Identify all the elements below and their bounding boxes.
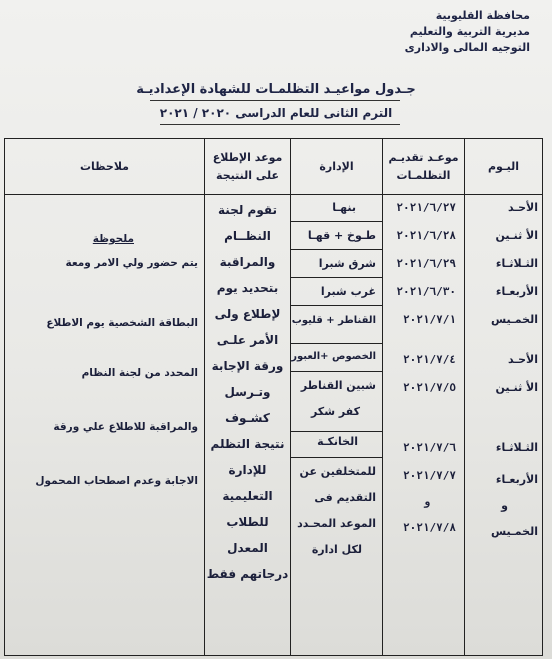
day-cell: الأحـد [507, 353, 538, 366]
row-divider [291, 249, 382, 250]
administration-cell: بنهـا [332, 201, 356, 214]
administration-cell: الخصوص +العبور [291, 351, 376, 362]
administration-cell: شرق شبرا [318, 257, 376, 270]
date-cell: ٢٠٢١/٧/٤ [403, 353, 456, 366]
note-line: الاجابة وعدم اصطحاب المحمول [35, 475, 198, 487]
header-day: اليـوم [465, 139, 543, 195]
header-administration: الإدارة [291, 139, 383, 195]
day-cell: الأ ثنـين [495, 229, 538, 242]
result-line: للطلاب المعدل [226, 515, 269, 555]
date-cell: ٢٠٢١/٧/٧ [403, 469, 456, 482]
notes-column [5, 195, 205, 656]
date-cell: ٢٠٢١/٦/٢٨ [396, 229, 456, 242]
day-cell: الأ ثنـين [495, 381, 538, 394]
result-line: لإطلاع ولى [214, 307, 281, 321]
row-divider [291, 221, 382, 222]
date-cell: ٢٠٢١/٧/٦ [403, 441, 456, 454]
administration-cell: الخانكـة [317, 435, 358, 448]
date-column [383, 195, 465, 656]
administration-cell: الموعد المحـدد [297, 517, 376, 530]
department-name: التوجيه المالى والادارى [404, 41, 530, 54]
result-line: وتـرسل [224, 385, 271, 399]
date-cell: ٢٠٢١/٦/٢٩ [396, 257, 456, 270]
result-viewing-column [205, 195, 291, 656]
row-divider [291, 431, 382, 432]
administration-cell: كفر شكر [310, 405, 360, 418]
date-cell: ٢٠٢١/٧/١ [403, 313, 456, 326]
schedule-table [4, 138, 543, 656]
note-line: المحدد من لجنة النظام [81, 367, 198, 379]
administration-cell: طـوخ + قهـا [307, 229, 376, 242]
date-cell: و [423, 495, 430, 508]
note-line: والمراقبة للاطلاع علي ورقة [53, 421, 198, 433]
date-cell: ٢٠٢١/٦/٢٧ [396, 201, 456, 214]
day-cell: الثـلاثـاء [495, 257, 538, 270]
day-cell: و [501, 499, 508, 512]
row-divider [291, 457, 382, 458]
document-title: جـدول مواعيـد التظلمـات للشهادة الإعداديـة [136, 82, 416, 97]
governorate-name: محافظة القليوبية [435, 9, 530, 22]
header-date: موعـد تقديـم التظلمـات [383, 139, 465, 195]
day-cell: الأحـد [507, 201, 538, 214]
table-body-row [5, 195, 543, 656]
administration-cell: القناطر + قليوب [291, 315, 376, 326]
day-column [465, 195, 543, 656]
row-divider [291, 371, 382, 372]
administration-cell: غرب شبرا [320, 285, 376, 298]
date-cell: ٢٠٢١/٧/٨ [403, 521, 456, 534]
letterhead [405, 8, 530, 56]
header-result: موعد الإطلاع على النتيجة [205, 139, 291, 195]
result-line: بتحديد يوم [216, 281, 279, 295]
administration-cell: لكل ادارة [311, 543, 362, 556]
directorate-name: مديرية التربية والتعليم [409, 25, 530, 38]
day-cell: الثـلاثـاء [495, 441, 538, 454]
result-line: درجاتهم فقط [206, 567, 289, 581]
administration-cell: للمتخلفين عن [299, 465, 376, 478]
result-line: كشـوف [225, 411, 270, 425]
subtitle-underline [160, 124, 400, 125]
header-notes: ملاحظات [5, 139, 205, 195]
day-cell: الخمـيس [490, 313, 538, 326]
result-line: والمراقبة [219, 255, 276, 269]
row-divider [291, 343, 382, 344]
result-line: نتيجة التظلم [210, 437, 285, 451]
result-line: تقوم لجنة [218, 203, 277, 217]
day-cell: الخمـيس [490, 525, 538, 538]
date-cell: ٢٠٢١/٦/٣٠ [396, 285, 456, 298]
administration-cell: شبين القناطر [300, 379, 376, 392]
result-line: الأمر علـى [216, 333, 279, 347]
administration-cell: التقديم فى [314, 491, 376, 504]
result-line: التعليمية [222, 489, 273, 503]
day-cell: الأربعـاء [495, 285, 538, 298]
document-subtitle: الترم الثانى للعام الدراسى ٢٠٢٠ / ٢٠٢١ [159, 106, 393, 120]
result-line: للإدارة [228, 463, 267, 477]
result-line: ورقة الإجابة [211, 359, 284, 373]
table-header-row [5, 139, 543, 195]
note-line: البطاقة الشخصية يوم الاطلاع [46, 317, 198, 329]
row-divider [291, 305, 382, 306]
date-cell: ٢٠٢١/٧/٥ [403, 381, 456, 394]
result-line: النظــام [224, 229, 271, 243]
note-heading: ملحوظة [92, 233, 134, 245]
day-cell: الأربعـاء [495, 473, 538, 486]
title-underline [150, 100, 400, 101]
row-divider [291, 277, 382, 278]
note-line: يتم حضور ولي الامر ومعة [65, 257, 198, 269]
administration-column [291, 195, 383, 656]
